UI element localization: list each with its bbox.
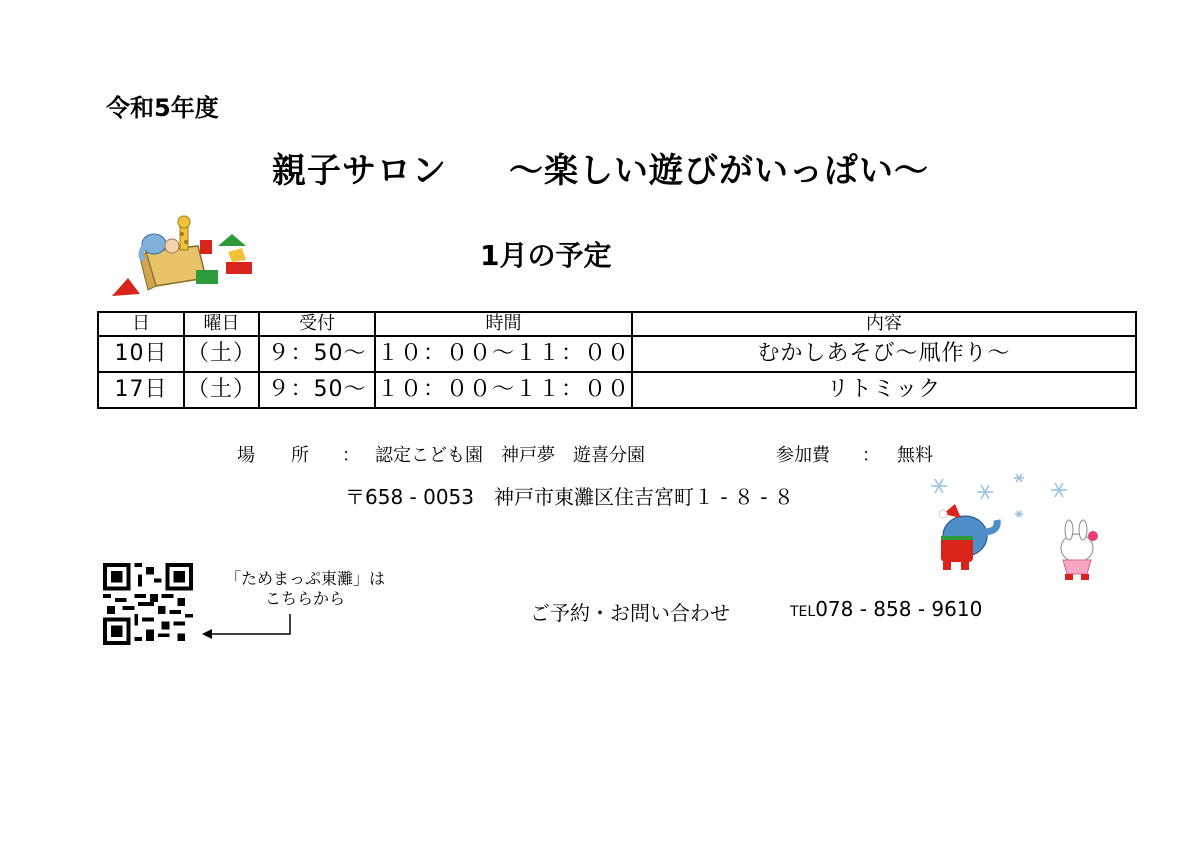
venue-colon: ： xyxy=(342,445,360,466)
qr-caption xyxy=(205,569,405,609)
contact-label: ご予約・お問い合わせ xyxy=(530,601,730,625)
fee-colon: ： xyxy=(862,445,880,466)
col-header-content: 内容 xyxy=(632,312,1136,336)
page-title xyxy=(272,143,929,192)
year-label: 令和5年度 xyxy=(106,94,219,122)
cell-day: 17日 xyxy=(98,372,184,408)
col-header-day: 日 xyxy=(98,312,184,336)
cell-weekday: （土） xyxy=(184,372,259,408)
left-arrow-icon xyxy=(200,612,300,642)
col-header-time: 時間 xyxy=(375,312,632,336)
phone-number xyxy=(790,597,982,621)
qr-code-icon[interactable] xyxy=(102,563,194,645)
qr-caption-line2: こちらから xyxy=(264,589,345,608)
cell-day: 10日 xyxy=(98,336,184,372)
table-row xyxy=(98,336,1136,372)
col-header-weekday: 曜日 xyxy=(184,312,259,336)
cell-content: リトミック xyxy=(632,372,1136,408)
cell-time: １０：００～１１：００ xyxy=(375,372,632,408)
schedule-table xyxy=(97,311,1137,409)
qr-caption-line1: 「ためまっぷ東灘」は xyxy=(224,569,385,588)
cell-weekday: （土） xyxy=(184,336,259,372)
title-sub: ～楽しい遊びがいっぱい～ xyxy=(509,151,929,191)
winter-illustration-icon xyxy=(915,470,1105,585)
col-header-reception: 受付 xyxy=(259,312,375,336)
phone-digits: 078 - 858 - 9610 xyxy=(815,597,983,621)
fee-label: 参加費 xyxy=(776,445,830,466)
tel-prefix: TEL xyxy=(790,604,816,620)
venue-label: 場 所 xyxy=(237,445,309,466)
cell-time: １０：００～１１：００ xyxy=(375,336,632,372)
table-header-row xyxy=(98,312,1136,336)
table-row xyxy=(98,372,1136,408)
cell-reception: ９：50～ xyxy=(259,336,375,372)
month-heading: 1月の予定 xyxy=(480,239,612,272)
cell-content: むかしあそび～凧作り～ xyxy=(632,336,1136,372)
title-main: 親子サロン xyxy=(272,151,447,191)
address: 〒658 - 0053 神戸市東灘区住吉宮町１ - ８ - ８ xyxy=(345,485,794,509)
fee-value: 無料 xyxy=(897,445,933,466)
venue-value: 認定こども園 神戸夢 遊喜分園 xyxy=(375,445,645,466)
cell-reception: ９：50～ xyxy=(259,372,375,408)
toy-box-icon xyxy=(108,212,258,304)
